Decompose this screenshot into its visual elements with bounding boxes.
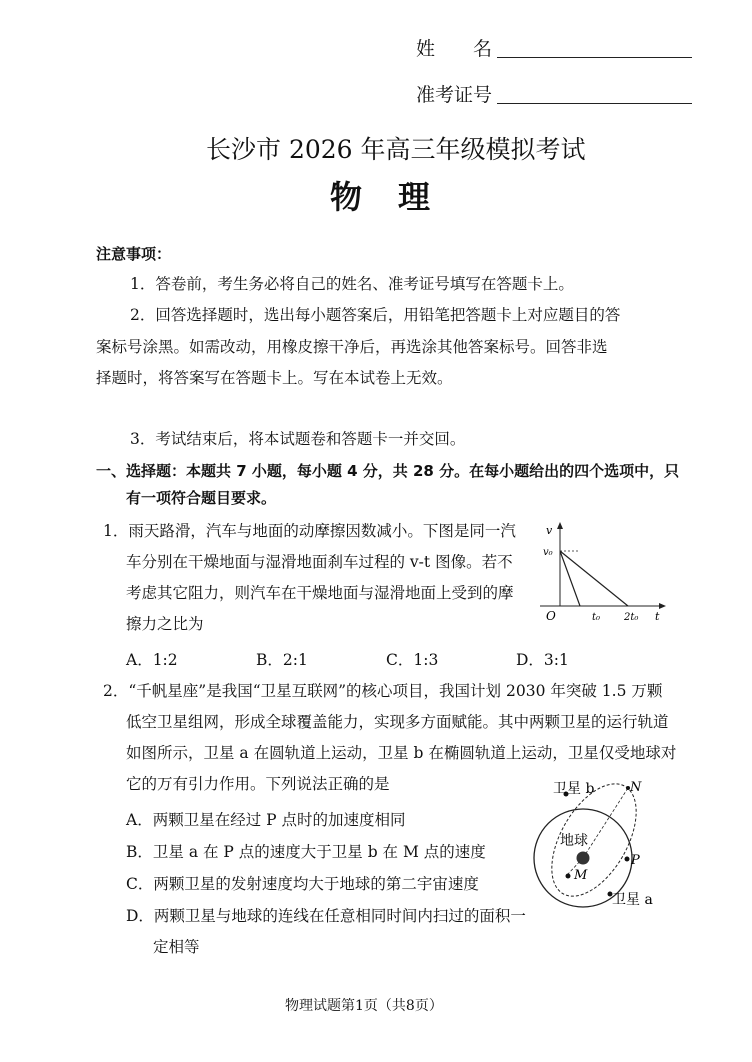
name-label: 姓 名: [416, 38, 493, 60]
earth-label: 地球: [560, 833, 588, 849]
q2-orbit-diagram: [526, 772, 666, 912]
section-heading: 一、选择题：本题共 7 小题，每小题 4 分，共 28 分。在每小题给出的四个选项中，只: [96, 462, 680, 480]
q1-line-4: 擦力之比为: [126, 615, 204, 633]
q1-line-3: 考虑其它阻力，则汽车在干燥地面与湿滑地面上受到的摩: [126, 584, 514, 602]
two-t0-label: 2t₀: [624, 612, 639, 623]
notice-item-2: 2．回答选择题时，选出每小题答案后，用铅笔把答题卡上对应题目的答: [130, 306, 621, 324]
v0-label: v₀: [543, 547, 553, 558]
t-axis-label: t: [655, 610, 660, 623]
satellite-b-label: 卫星 b: [553, 781, 595, 797]
notice-item-2-cont2: 择题时，将答案写在答题卡上。写在本试卷上无效。: [96, 369, 453, 387]
q2-option-d-cont: 定相等: [153, 938, 200, 956]
subject-title: 物 理: [330, 178, 433, 216]
q2-option-d[interactable]: D．两颗卫星与地球的连线在任意相同时间内扫过的面积一: [126, 907, 526, 925]
notice-heading: 注意事项：: [96, 245, 172, 263]
page-footer: 物理试题第1页（共8页）: [285, 998, 443, 1014]
q1-option-c[interactable]: C．1:3: [386, 651, 439, 669]
section-heading-cont: 有一项符合题目要求。: [126, 489, 277, 507]
q2-option-b[interactable]: B．卫星 a 在 P 点的速度大于卫星 b 在 M 点的速度: [126, 843, 486, 861]
point-n-label: N: [630, 780, 642, 795]
notice-item-1: 1．答卷前，考生务必将自己的姓名、准考证号填写在答题卡上。: [130, 275, 574, 293]
q2-option-c[interactable]: C．两颗卫星的发射速度均大于地球的第二宇宙速度: [126, 875, 479, 893]
q1-line-1: 1．雨天路滑，汽车与地面的动摩擦因数减小。下图是同一汽: [103, 522, 516, 540]
exam-title: 长沙市 2026 年高三年级模拟考试: [206, 135, 586, 164]
q1-line-2: 车分别在干燥地面与湿滑地面刹车过程的 v-t 图像。若不: [126, 553, 513, 571]
q2-line-1: 2．“千帆星座”是我国“卫星互联网”的核心项目，我国计划 2030 年突破 1.5 万颗: [103, 682, 663, 700]
notice-item-2-cont: 案标号涂黑。如需改动，用橡皮擦干净后，再选涂其他答案标号。回答非选: [96, 338, 608, 356]
q1-vt-graph: [510, 518, 670, 624]
q1-option-a[interactable]: A．1:2: [126, 651, 178, 669]
exam-id-field[interactable]: [497, 103, 692, 104]
q2-option-a[interactable]: A．两颗卫星在经过 P 点时的加速度相同: [126, 811, 406, 829]
notice-item-3: 3．考试结束后，将本试题卷和答题卡一并交回。: [130, 430, 466, 448]
exam-id-label: 准考证号: [416, 84, 493, 106]
point-m-label: M: [574, 868, 588, 883]
q2-line-2: 低空卫星组网，形成全球覆盖能力，实现多方面赋能。其中两颗卫星的运行轨道: [126, 713, 669, 731]
name-field[interactable]: [497, 57, 692, 58]
satellite-a-label: 卫星 a: [612, 892, 653, 908]
origin-label: O: [546, 609, 556, 623]
q2-line-4: 它的万有引力作用。下列说法正确的是: [126, 775, 390, 793]
q1-option-b[interactable]: B．2:1: [256, 651, 308, 669]
v-axis-label: v: [546, 524, 553, 537]
point-p-label: P: [631, 853, 640, 868]
t0-label: t₀: [592, 612, 601, 623]
q2-line-3: 如图所示，卫星 a 在圆轨道上运动，卫星 b 在椭圆轨道上运动，卫星仅受地球对: [126, 744, 677, 762]
q1-option-d[interactable]: D．3:1: [516, 651, 569, 669]
